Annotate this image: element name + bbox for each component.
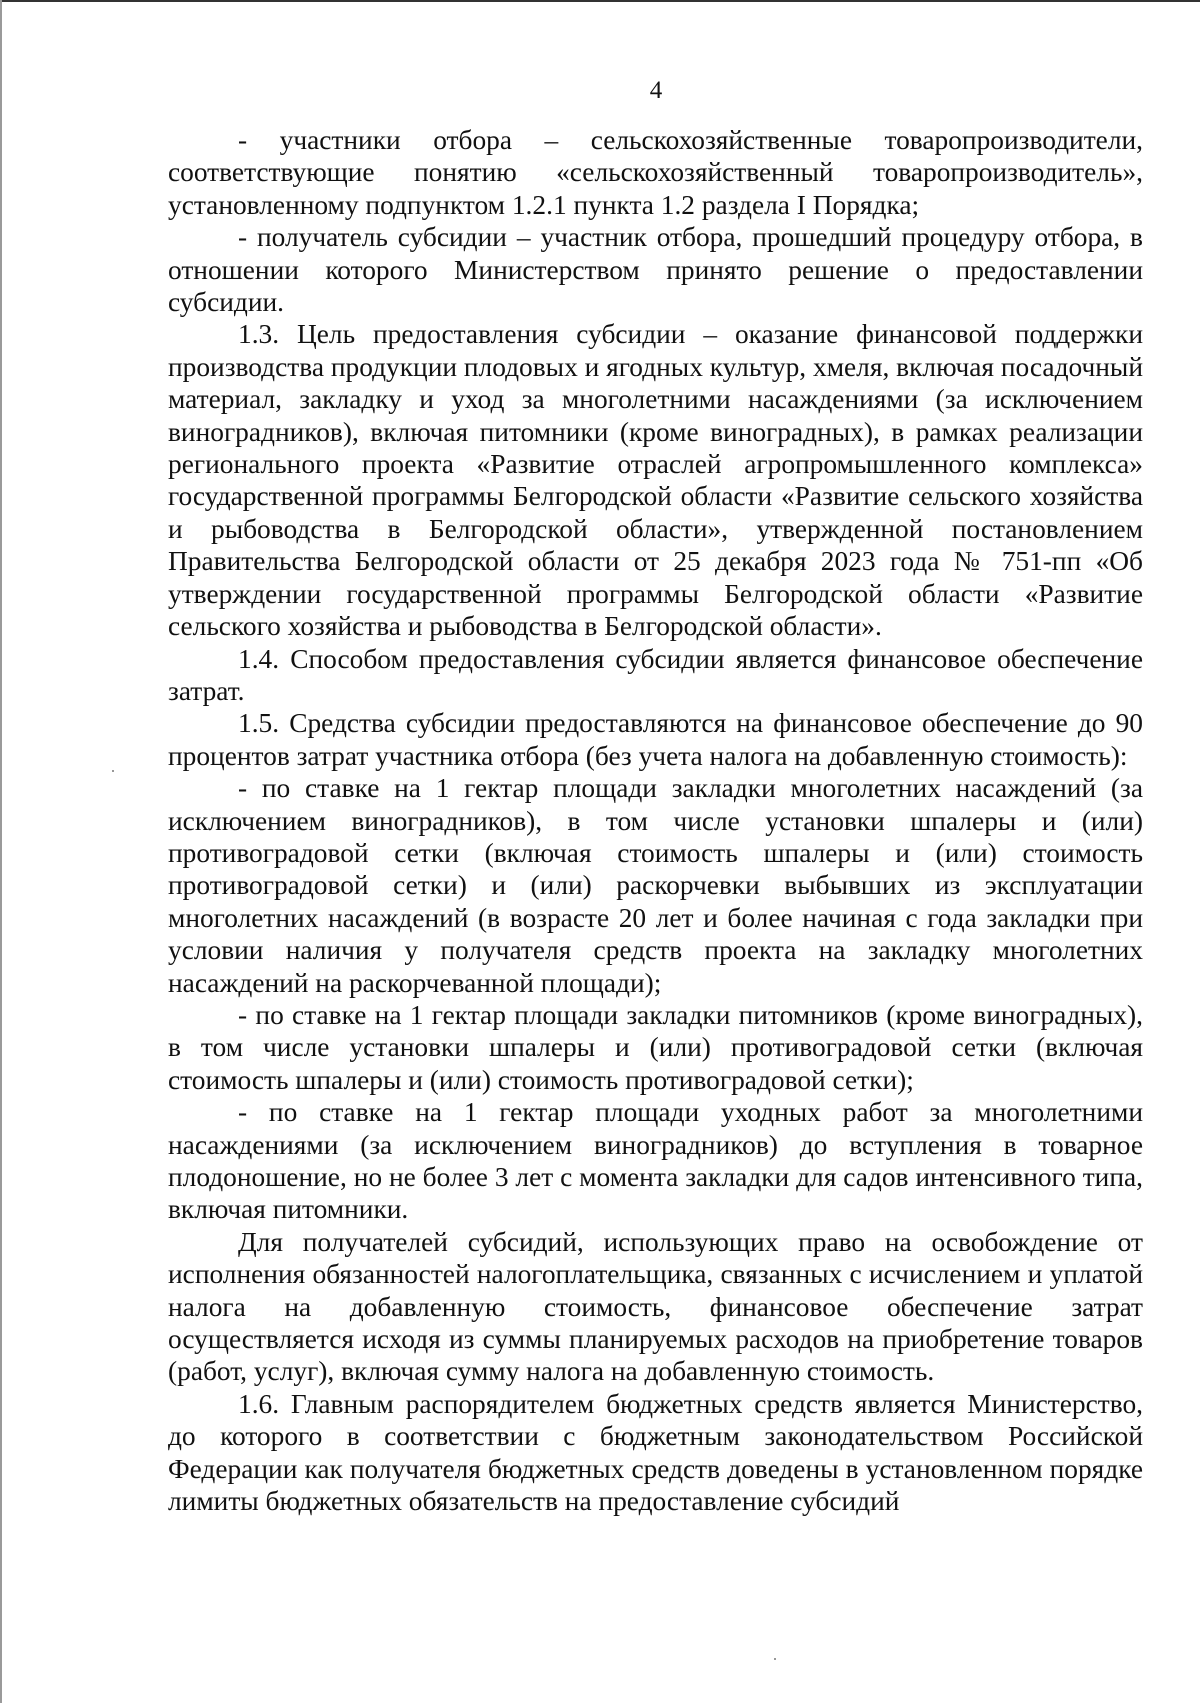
scan-left-edge (0, 0, 2, 1703)
paragraph-vat-exempt: Для получателей субсидий, использующих право на освобождение от исполнения обязанностей налогоплательщика, связанных с исчислением и уплатой налога на добавленную стоимость, финансовое обеспечение затрат осуществляется исходя из суммы планируемых расходов на приобретение товаров (работ, услуг), включая сумму налога на добавленную стоимость. (168, 1226, 1143, 1387)
paragraph-1-6-administrator: 1.6. Главным распорядителем бюджетных средств является Министерство, до которого в соответствии с бюджетным законодательством Российской Федерации как получателя бюджетных средств доведены в установленном порядке лимиты бюджетных обязательств на предоставление субсидий (168, 1388, 1143, 1517)
paragraph-rate-orchards: - по ставке на 1 гектар площади закладки многолетних насаждений (за исключением виноградников), в том числе установки шпалеры и (или) противоградовой сетки (включая стоимость шпалеры и (или) стоимость противоградовой сетки) и (или) раскорчевки выбывших из эксплуатации многолетних насаждений (в возрасте 20 лет и более начиная с года закладки при условии наличия у получателя средств проекта на закладку многолетних насаждений на раскорчеванной площади); (168, 773, 1143, 998)
paragraph-1-5-funds: 1.5. Средства субсидии предоставляются на финансовое обеспечение до 90 процентов затрат участника отбора (без учета налога на добавленную стоимость): (168, 708, 1143, 771)
scan-top-edge (0, 0, 1200, 2)
paragraph-1-3-goal: 1.3. Цель предоставления субсидии – оказание финансовой поддержки производства продукции плодовых и ягодных культур, хмеля, включая посадочный материал, закладку и уход за многолетними насаждениями (за исключением виноградников), включая питомники (кроме виноградных), в рамках реализации регионального проекта «Развитие отраслей агропромышленного комплекса» государственной программы Белгородской области «Развитие сельского хозяйства и рыбоводства в Белгородской области», утвержденной постановлением Правительства Белгородской области от 25 декабря 2023 года № 751-пп «Об утверждении государственной программы Белгородской области «Развитие сельского хозяйства и рыбоводства в Белгородской области». (168, 319, 1143, 642)
paragraph-recipient: - получатель субсидии – участник отбора, прошедший процедуру отбора, в отношении которого Министерством принято решение о предоставлении субсидии. (168, 222, 1143, 318)
scan-speck (774, 1658, 776, 1660)
scan-speck (112, 770, 114, 772)
paragraph-rate-nurseries: - по ставке на 1 гектар площади закладки питомников (кроме виноградных), в том числе установки шпалеры и (или) противоградовой сетки (включая стоимость шпалеры и (или) стоимость противоградовой сетки); (168, 999, 1143, 1095)
paragraph-rate-maintenance: - по ставке на 1 гектар площади уходных работ за многолетними насаждениями (за исключением виноградников) до вступления в товарное плодоношение, но не более 3 лет с момента закладки для садов интенсивного типа, включая питомники. (168, 1097, 1143, 1225)
page-number: 4 (649, 77, 663, 104)
paragraph-1-4-method: 1.4. Способом предоставления субсидии является финансовое обеспечение затрат. (168, 643, 1143, 706)
paragraph-participants: - участники отбора – сельскохозяйственные товаропроизводители, соответствующие понятию «сельскохозяйственный товаропроизводитель», установленному подпунктом 1.2.1 пункта 1.2 раздела I Порядка; (168, 125, 1143, 220)
document-body (168, 124, 1143, 1517)
